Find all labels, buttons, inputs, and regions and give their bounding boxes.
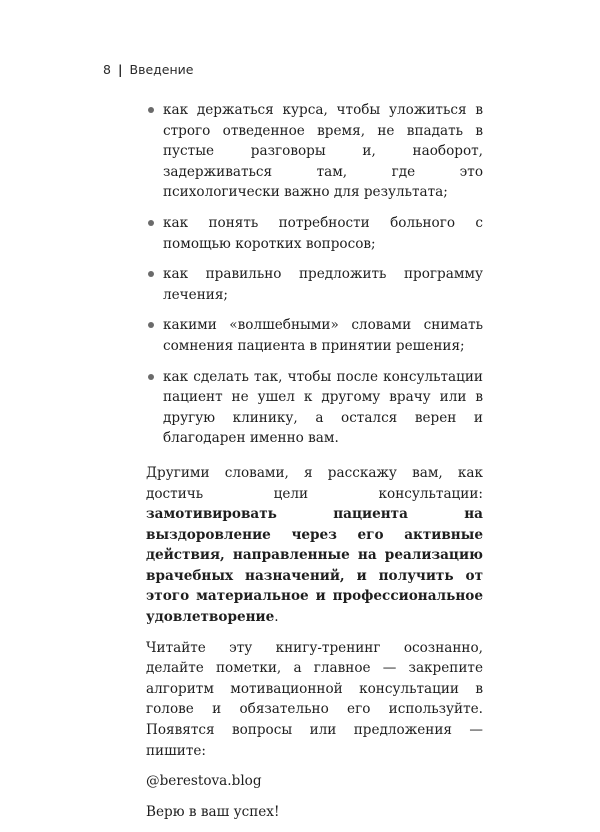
list-item	[163, 100, 483, 203]
page-body	[146, 100, 483, 832]
bullet-list	[146, 100, 483, 449]
page-number: 8	[103, 62, 111, 77]
paragraph-instructions: Читайте эту книгу-тренинг осознанно, делайте пометки, а главное — закрепите алгоритм мотивационной консультации в голове и обязательно его используйте. Появятся вопросы или предложения — пишите:	[146, 639, 483, 759]
list-item-text: как держаться курса, чтобы уложиться в строго отведенное время, не впадать в пустые разговоры и, наоборот, задерживаться там, где это психологически важно для результата;	[163, 102, 483, 201]
list-item-text: какими «волшебными» словами снимать сомнения пациента в принятии решения;	[163, 317, 483, 354]
paragraph-goal-bold: замотивировать пациента на выздоровление через его активные действия, направленные на реализацию врачебных назначений, и получить от этого материальное и профессиональное удовлетворение	[146, 506, 483, 626]
closing-line: Верю в ваш успех!	[146, 803, 280, 820]
bullet-icon	[148, 374, 154, 380]
list-item-text: как понять потребности больного с помощью коротких вопросов;	[163, 214, 483, 252]
bullet-icon	[148, 322, 154, 328]
section-title: Введение	[129, 62, 194, 77]
list-item-text: как сделать так, чтобы после консультации пациент не ушел к другому врачу или в другую клинику, а остался верен и благодарен именно вам.	[163, 368, 483, 447]
running-header	[103, 62, 193, 77]
list-item-text: как правильно предложить программу лечения;	[163, 266, 483, 303]
list-item	[163, 315, 483, 356]
list-item	[163, 367, 483, 449]
social-handle: @berestova.blog	[146, 773, 262, 790]
header-separator: |	[117, 62, 123, 77]
bullet-icon	[148, 220, 154, 226]
list-item	[163, 264, 483, 305]
paragraph-goal-intro: Другими словами, я расскажу вам, как достичь цели консультации:	[146, 464, 483, 502]
paragraph-goal	[146, 463, 483, 628]
paragraph-goal-end: .	[274, 609, 279, 626]
list-item	[163, 213, 483, 254]
bullet-icon	[148, 107, 154, 113]
bullet-icon	[148, 271, 154, 277]
